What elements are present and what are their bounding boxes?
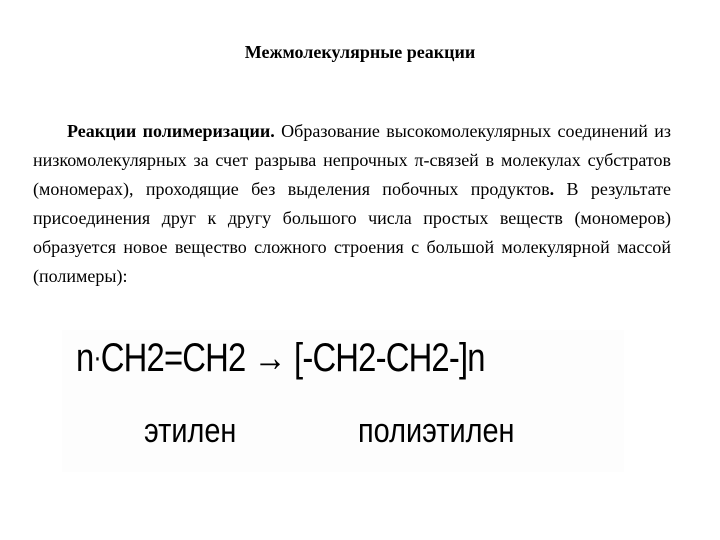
paragraph-text-1: Образование высокомолекулярных соединений из низкомолекулярных за счет разрыва непрочных π-связей в молекулах субстратов (мономерах), проходящие без выделения побочных продуктов [33, 121, 671, 199]
reaction-coefficient: n [76, 336, 94, 380]
paragraph-dot: . [549, 179, 555, 199]
body-paragraph [33, 117, 671, 291]
reaction-image [62, 330, 624, 472]
product-formula: [-CH2-CH2-]n [294, 336, 485, 380]
product-name: полиэтилен [358, 412, 515, 450]
reaction-arrow: → [253, 336, 286, 380]
paragraph-text-2: В результате присоединения друг к другу большого числа простых веществ (мономеров) образуется новое вещество сложного строения с большой молекулярной массой (полимеры): [33, 179, 671, 286]
paragraph-lead: Реакции полимеризации. [67, 121, 275, 141]
page-title: Межмолекулярные реакции [244, 42, 476, 62]
reaction-equation [76, 336, 485, 381]
reaction-dot: · [93, 341, 101, 374]
reactant-formula: CH2=CH2 [100, 336, 246, 380]
reactant-name: этилен [144, 412, 237, 450]
